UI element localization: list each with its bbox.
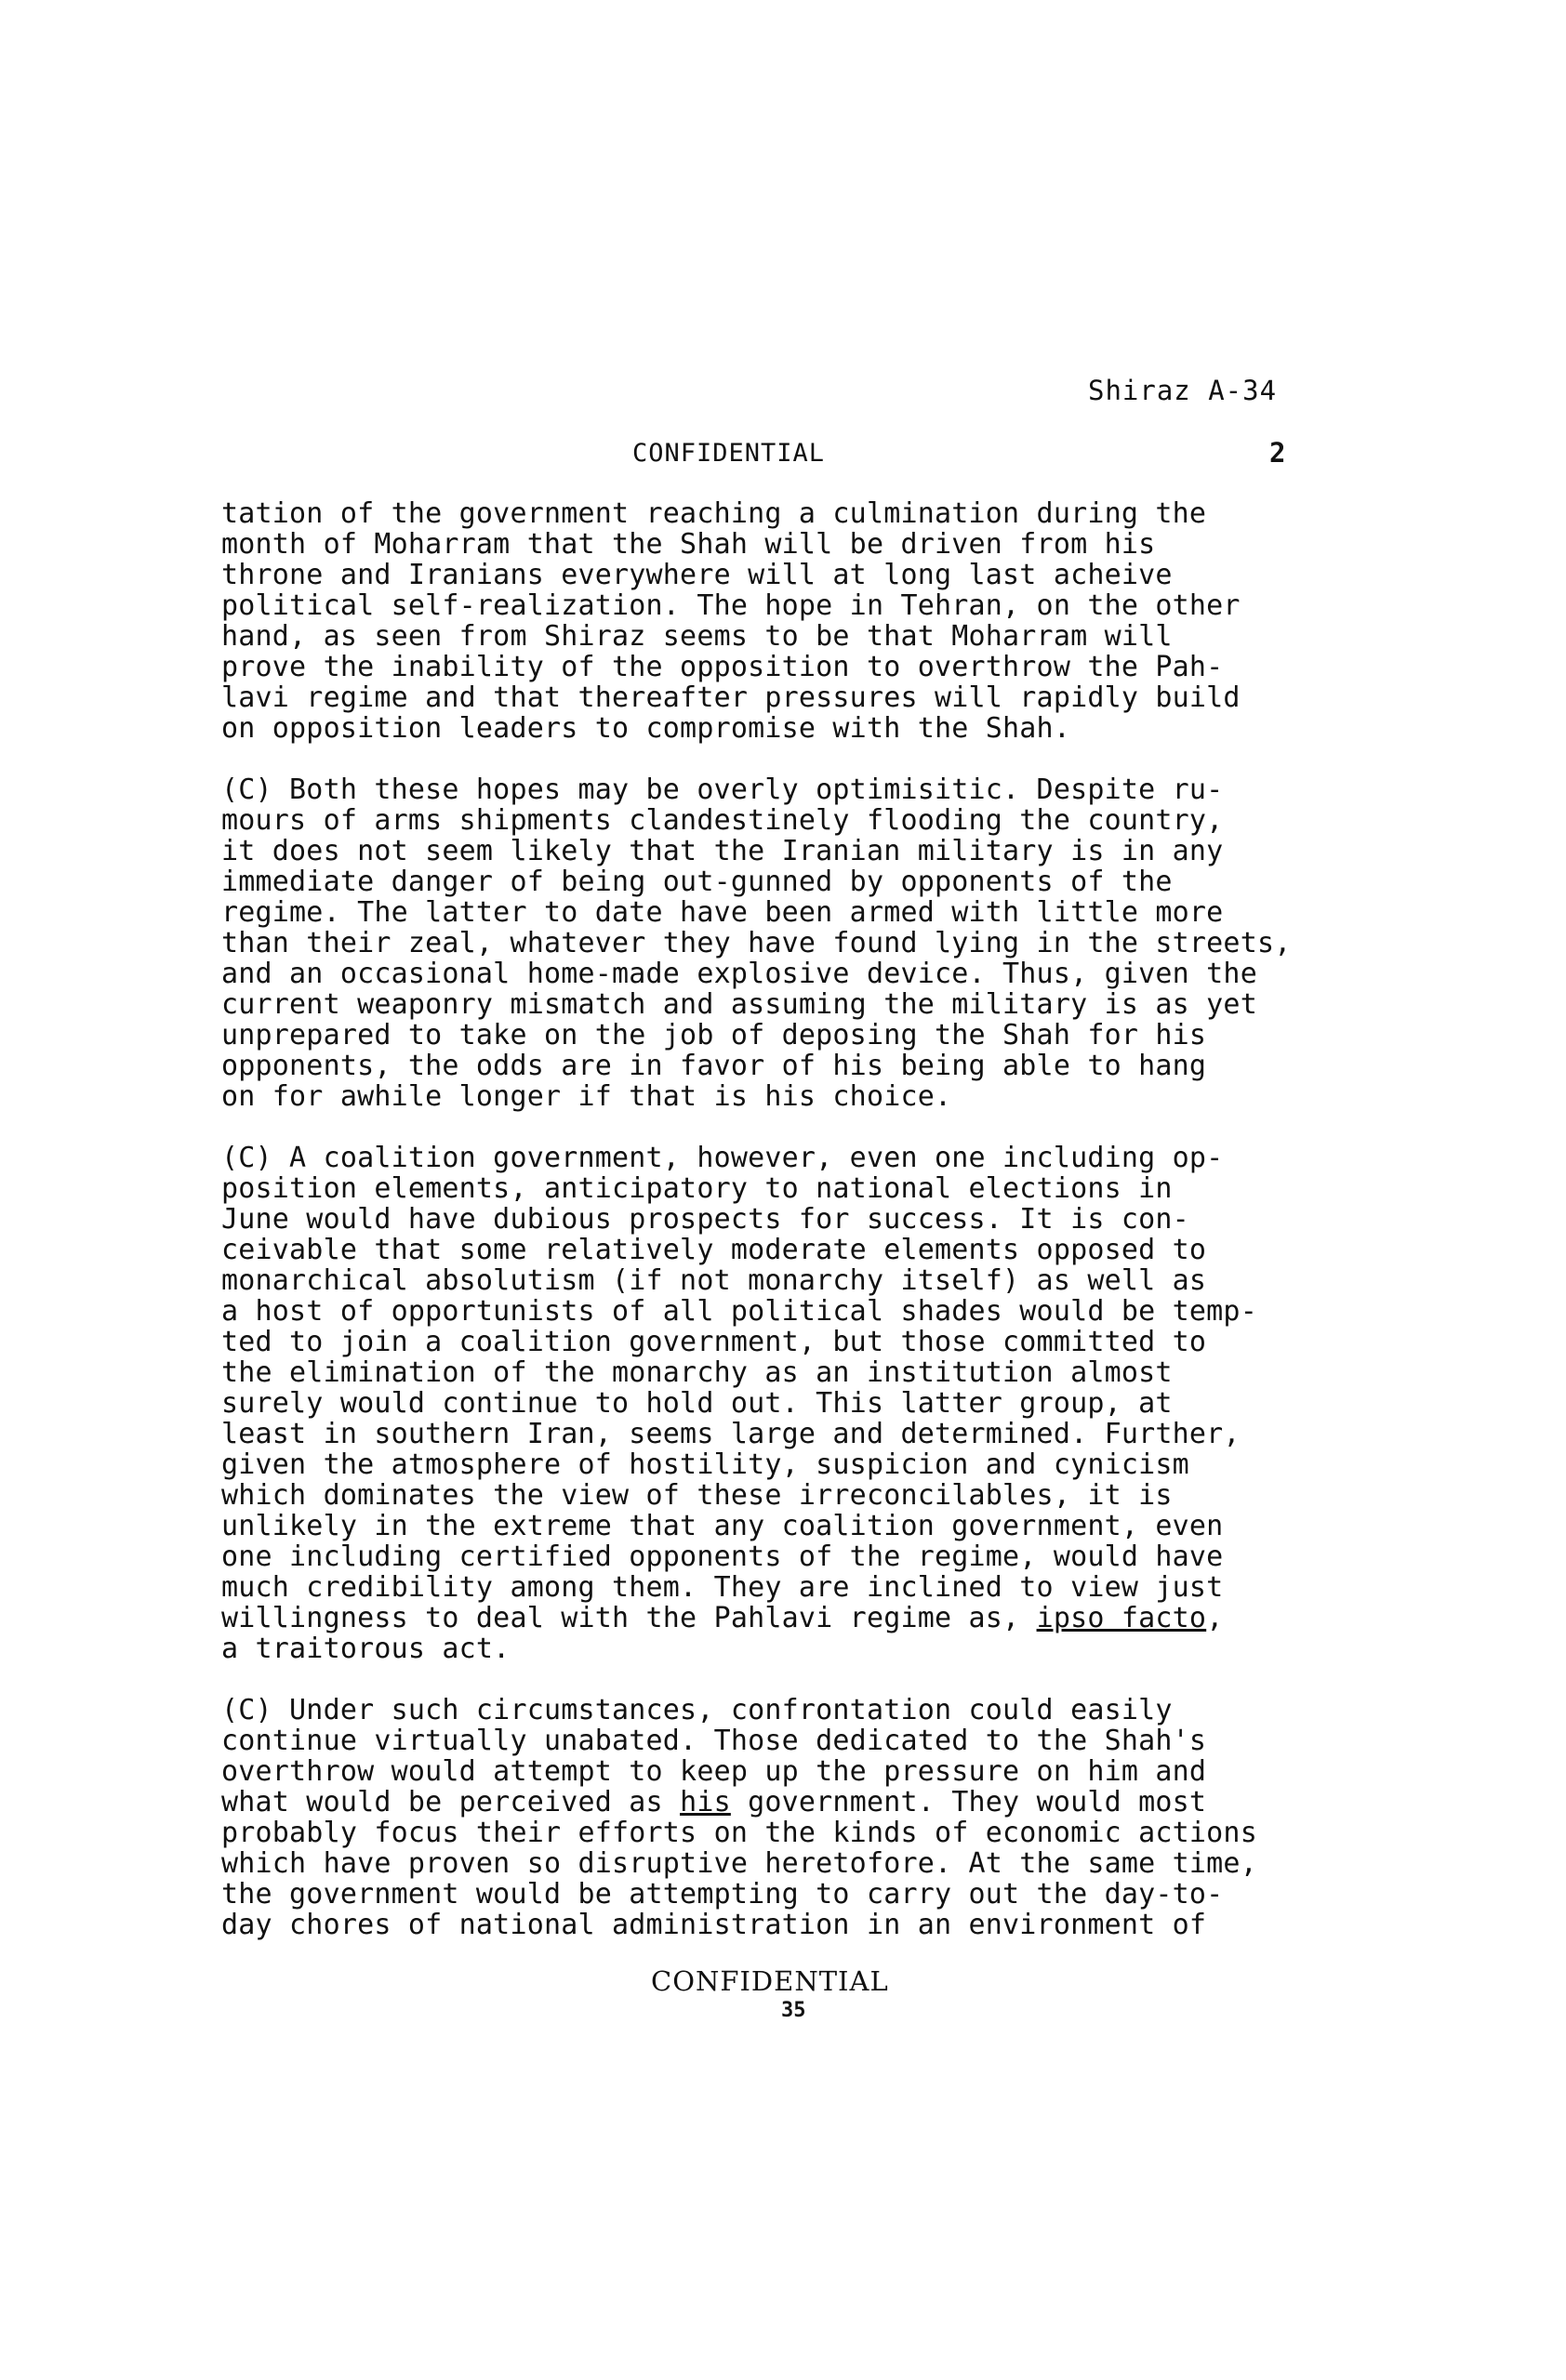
text-line: continue virtually unabated. Those dedicated to the Shah's <box>221 1725 1207 1757</box>
text-line-with-underline <box>221 1603 1365 1633</box>
text-line: least in southern Iran, seems large and determined. Further, <box>221 1418 1241 1450</box>
text-line: (C) Both these hopes may be overly optimisitic. Despite ru- <box>221 774 1224 806</box>
text-line: (C) Under such circumstances, confrontation could easily <box>221 1694 1173 1726</box>
text-segment: what would be perceived as <box>221 1786 681 1818</box>
folio-number: 35 <box>781 1999 806 2022</box>
text-line: a traitorous act. <box>221 1633 511 1665</box>
text-line: it does not seem likely that the Iranian military is in any <box>221 835 1224 867</box>
classification-footer: CONFIDENTIAL <box>651 1965 889 1997</box>
text-line: one including certified opponents of the regime, would have <box>221 1540 1224 1573</box>
text-line: much credibility among them. They are inclined to view just <box>221 1571 1224 1604</box>
document-reference: Shiraz A-34 <box>1088 375 1278 406</box>
text-line-with-underline <box>221 1787 1365 1818</box>
text-line: surely would continue to hold out. This latter group, at <box>221 1387 1173 1420</box>
text-line: monarchical absolutism (if not monarchy itself) as well as <box>221 1264 1207 1297</box>
underlined-word: his <box>680 1786 731 1818</box>
text-line: day chores of national administration in an environment of <box>221 1909 1207 1941</box>
text-line: the government would be attempting to carry out the day-to- <box>221 1878 1224 1911</box>
text-line: prove the inability of the opposition to overthrow the Pah- <box>221 651 1224 683</box>
text-line: June would have dubious prospects for success. It is con- <box>221 1203 1189 1236</box>
document-body <box>221 498 1365 1971</box>
text-line: immediate danger of being out-gunned by opponents of the <box>221 866 1173 898</box>
text-line: unprepared to take on the job of deposing the Shah for his <box>221 1019 1207 1051</box>
text-segment: willingness to deal with the Pahlavi regime as, <box>221 1602 1037 1634</box>
text-line: (C) A coalition government, however, even one including op- <box>221 1142 1224 1174</box>
text-line: a host of opportunists of all political shades would be temp- <box>221 1295 1257 1328</box>
text-line: mours of arms shipments clandestinely flooding the country, <box>221 804 1224 837</box>
text-line: lavi regime and that thereafter pressures will rapidly build <box>221 681 1241 714</box>
paragraph-2 <box>221 774 1365 1112</box>
text-line: current weaponry mismatch and assuming the military is as yet <box>221 988 1257 1021</box>
paragraph-3 <box>221 1143 1365 1664</box>
text-line: on for awhile longer if that is his choice. <box>221 1080 952 1113</box>
text-segment: government. They would most <box>730 1786 1207 1818</box>
classification-header: CONFIDENTIAL <box>632 439 826 468</box>
text-line: throne and Iranians everywhere will at long last acheive <box>221 559 1173 591</box>
text-line: ted to join a coalition government, but those committed to <box>221 1326 1207 1358</box>
paragraph-4 <box>221 1695 1365 1940</box>
text-line: unlikely in the extreme that any coalition government, even <box>221 1510 1224 1542</box>
text-line: which have proven so disruptive heretofore. At the same time, <box>221 1847 1257 1880</box>
text-line: on opposition leaders to compromise with the Shah. <box>221 712 1071 745</box>
text-segment: , <box>1206 1602 1224 1634</box>
text-line: the elimination of the monarchy as an institution almost <box>221 1356 1173 1389</box>
text-line: than their zeal, whatever they have found lying in the streets, <box>221 927 1292 959</box>
text-line: month of Moharram that the Shah will be driven from his <box>221 528 1156 561</box>
underlined-phrase: ipso facto <box>1036 1602 1207 1634</box>
text-line: tation of the government reaching a culmination during the <box>221 497 1207 530</box>
text-line: probably focus their efforts on the kinds of economic actions <box>221 1817 1257 1849</box>
text-line: ceivable that some relatively moderate elements opposed to <box>221 1234 1207 1266</box>
text-line: political self-realization. The hope in Tehran, on the other <box>221 589 1241 622</box>
page-number: 2 <box>1269 437 1286 469</box>
text-line: given the atmosphere of hostility, suspicion and cynicism <box>221 1448 1189 1481</box>
text-line: hand, as seen from Shiraz seems to be that Moharram will <box>221 620 1173 653</box>
text-line: which dominates the view of these irreconcilables, it is <box>221 1479 1173 1512</box>
text-line: and an occasional home-made explosive device. Thus, given the <box>221 958 1257 990</box>
text-line: opponents, the odds are in favor of his being able to hang <box>221 1050 1207 1082</box>
text-line: regime. The latter to date have been armed with little more <box>221 896 1224 929</box>
text-line: position elements, anticipatory to national elections in <box>221 1172 1173 1205</box>
text-line: overthrow would attempt to keep up the pressure on him and <box>221 1755 1207 1788</box>
paragraph-1 <box>221 498 1365 744</box>
